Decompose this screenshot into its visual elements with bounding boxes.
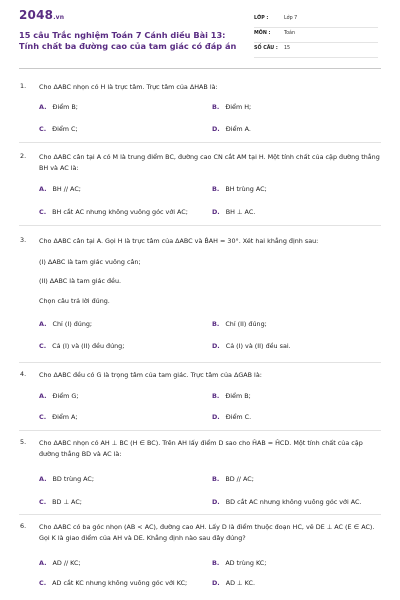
option-c[interactable] [39, 208, 188, 216]
option-key: A. [39, 185, 47, 193]
option-a[interactable] [39, 185, 81, 193]
option-b[interactable] [212, 103, 251, 111]
option-text: Điểm C. [225, 413, 252, 421]
option-b[interactable] [212, 559, 266, 567]
option-key: C. [39, 125, 47, 133]
option-text: Chỉ (I) đúng; [52, 320, 93, 328]
meta-label: SỐ CÂU : [254, 46, 278, 51]
option-text: Điểm C; [52, 125, 78, 133]
option-key: A. [39, 559, 47, 567]
statement-2: (II) ΔABC là tam giác đều. [39, 277, 122, 285]
option-a[interactable] [39, 103, 78, 111]
meta-value: Lớp 7 [284, 16, 298, 21]
option-d[interactable] [212, 413, 251, 421]
option-text: AD trùng KC; [225, 559, 267, 567]
option-text: BD // AC; [225, 475, 254, 483]
page-title: 15 câu Trắc nghiệm Toán 7 Cánh diều Bài 13: Tính chất ba đường cao của tam giác có đáp án [19, 30, 237, 51]
option-key: A. [39, 103, 47, 111]
question-text: Cho ΔABC có ba góc nhọn (AB < AC), đường cao AH. Lấy D là điểm thuộc đoạn HC, vẽ DE ⊥ AC (E ∈ AC). Gọi K là giao điểm của AH và DE. Khẳng định nào sau đây đúng? [39, 523, 375, 543]
question-divider [19, 362, 381, 363]
question-number: 3. [20, 236, 27, 244]
option-key: A. [39, 392, 47, 400]
option-d[interactable] [212, 125, 251, 133]
meta-row-count [254, 43, 378, 58]
option-text: BH ⊥ AC. [225, 208, 256, 216]
question-number: 6. [20, 522, 27, 530]
option-text: BH // AC; [52, 185, 81, 193]
option-d[interactable] [212, 342, 291, 350]
option-key: C. [39, 208, 47, 216]
option-key: C. [39, 498, 47, 506]
option-c[interactable] [39, 125, 78, 133]
option-c[interactable] [39, 579, 187, 587]
option-key: D. [212, 342, 220, 350]
instruction-text: Chọn câu trả lời đúng. [39, 297, 110, 305]
question-text: Cho ΔABC nhọn có AH ⊥ BC (H ∈ BC). Trên AH lấy điểm D sao cho ĤAB = ĤCD. Một tính chất của cặp đường thẳng BD và AC là: [39, 439, 363, 459]
option-key: B. [212, 320, 220, 328]
option-key: D. [212, 498, 220, 506]
meta-row-subject [254, 28, 378, 43]
option-a[interactable] [39, 392, 79, 400]
option-key: B. [212, 559, 220, 567]
question-number: 1. [20, 82, 27, 90]
option-text: Điểm A; [52, 413, 78, 421]
option-text: AD ⊥ KC. [225, 579, 255, 587]
option-text: Điểm H; [225, 103, 252, 111]
option-key: B. [212, 103, 220, 111]
option-b[interactable] [212, 392, 251, 400]
option-key: C. [39, 579, 47, 587]
option-text: Điểm B; [52, 103, 78, 111]
option-b[interactable] [212, 475, 254, 483]
site-logo[interactable] [19, 8, 64, 22]
option-text: AD cắt KC nhưng không vuông góc với KC; [52, 579, 188, 587]
question-divider [19, 430, 381, 431]
option-key: D. [212, 413, 220, 421]
option-text: Điểm A. [225, 125, 251, 133]
option-key: A. [39, 320, 47, 328]
option-d[interactable] [212, 579, 255, 587]
option-b[interactable] [212, 320, 267, 328]
option-c[interactable] [39, 413, 78, 421]
option-text: BD ⊥ AC; [52, 498, 82, 506]
question-text: Cho ΔABC cân tại A có M là trung điểm BC, đường cao CN cắt AM tại H. Một tính chất của cặp đường thẳng BH và AC là: [39, 153, 380, 173]
question-divider [19, 142, 381, 143]
option-key: B. [212, 392, 220, 400]
meta-row-class [254, 13, 378, 28]
option-key: A. [39, 475, 47, 483]
option-key: B. [212, 185, 220, 193]
option-b[interactable] [212, 185, 267, 193]
question-divider [19, 225, 381, 226]
option-a[interactable] [39, 475, 94, 483]
option-key: D. [212, 125, 220, 133]
option-text: Điểm G; [52, 392, 79, 400]
statement-1: (I) ΔABC là tam giác vuông cân; [39, 258, 141, 266]
question-number: 4. [20, 370, 27, 378]
option-text: Điểm B; [225, 392, 251, 400]
logo-text: 2048 [19, 8, 54, 22]
meta-label: MÔN : [254, 31, 271, 36]
option-c[interactable] [39, 498, 82, 506]
option-text: BH trùng AC; [225, 185, 267, 193]
option-text: AD // KC; [52, 559, 81, 567]
meta-panel [254, 13, 378, 58]
option-a[interactable] [39, 320, 92, 328]
option-key: D. [212, 208, 220, 216]
header-divider [19, 68, 381, 69]
question-number: 5. [20, 438, 27, 446]
question-text: Cho ΔABC nhọn có H là trực tâm. Trực tâm của ΔHAB là: [39, 83, 218, 91]
question-number: 2. [20, 152, 27, 160]
question-divider [19, 514, 381, 515]
meta-label: LỚP : [254, 16, 269, 21]
question-text: Cho ΔABC đều có G là trọng tâm của tam giác. Trực tâm của ΔGAB là: [39, 371, 262, 379]
meta-value: 15 [284, 46, 291, 51]
option-c[interactable] [39, 342, 124, 350]
option-text: Chỉ (II) đúng; [225, 320, 267, 328]
option-d[interactable] [212, 498, 362, 506]
question-text: Cho ΔABC cân tại A. Gọi H là trực tâm của ΔABC và B̂AH = 30°. Xét hai khẳng định sau: [39, 237, 319, 245]
page-header [0, 0, 400, 64]
option-text: Cả (I) và (II) đều đúng; [52, 342, 125, 350]
option-key: C. [39, 413, 47, 421]
option-key: D. [212, 579, 220, 587]
option-text: BH cắt AC nhưng không vuông góc với AC; [52, 208, 188, 216]
option-d[interactable] [212, 208, 255, 216]
option-text: Cả (I) và (II) đều sai. [225, 342, 291, 350]
logo-suffix: .vn [53, 14, 65, 21]
option-text: BD trùng AC; [52, 475, 95, 483]
option-a[interactable] [39, 559, 81, 567]
option-text: BD cắt AC nhưng không vuông góc với AC. [225, 498, 362, 506]
option-key: C. [39, 342, 47, 350]
meta-value: Toán [284, 31, 296, 36]
option-key: B. [212, 475, 220, 483]
